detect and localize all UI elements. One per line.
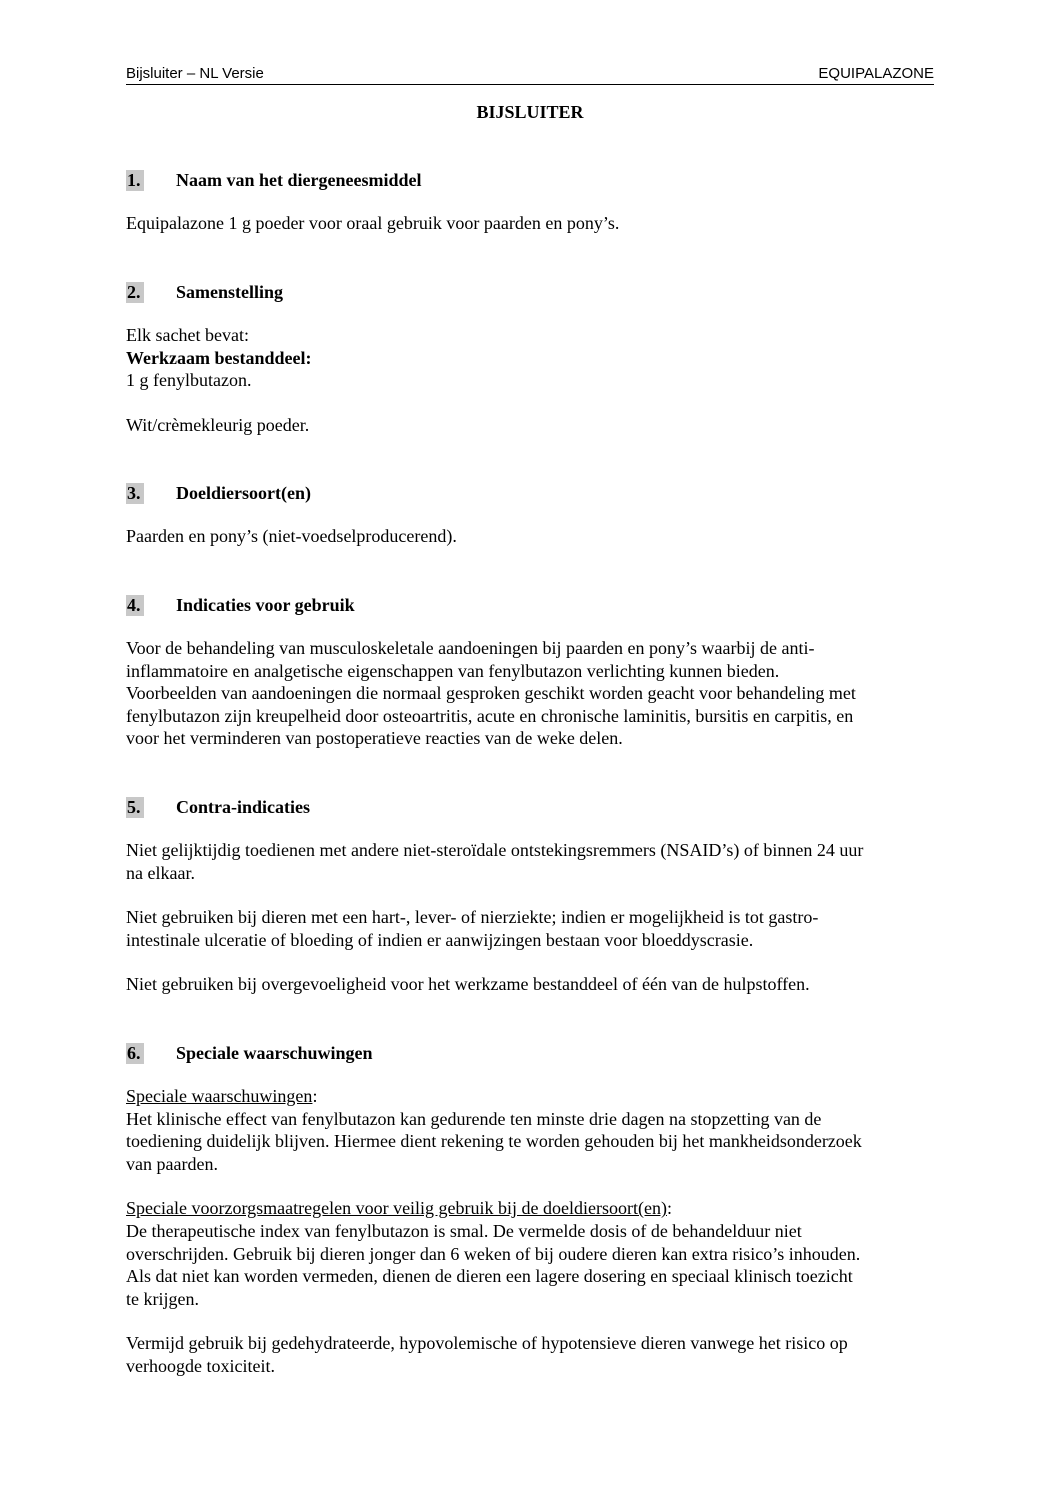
document-title: BIJSLUITER [476, 102, 584, 122]
paragraph-line: Niet gelijktijdig toedienen met andere niet-steroïdale ontstekingsremmers (NSAID’s) of binnen 24 uur [126, 840, 864, 860]
paragraph-line: Voorbeelden van aandoeningen die normaal gesproken geschikt worden geacht voor behandeling met [126, 683, 856, 704]
paragraph: Elk sachet bevat: [126, 325, 249, 345]
section-heading [126, 795, 934, 819]
paragraph-line: overschrijden. Gebruik bij dieren jonger dan 6 weken of bij oudere dieren kan extra risico’s inhouden. [126, 1243, 861, 1264]
paragraph-line: verhoogde toxiciteit. [126, 1355, 275, 1376]
section-heading [126, 593, 934, 617]
section-1 [126, 168, 934, 235]
paragraph-line: fenylbutazon zijn kreupelheid door osteoartritis, acute en chronische laminitis, bursitis en carpitis, en [126, 705, 854, 726]
section-number: 1. [126, 170, 144, 191]
section-title: Naam van het diergeneesmiddel [176, 169, 422, 190]
section-6 [126, 1041, 934, 1378]
paragraph-line: inflammatoire en analgetische eigenschappen van fenylbutazon verlichting kunnen bieden. [126, 660, 780, 681]
document-page [126, 62, 934, 123]
section-2 [126, 280, 934, 436]
paragraph: Wit/crèmekleurig poeder. [126, 414, 310, 435]
paragraph-line: intestinale ulceratie of bloeding of indien er aanwijzingen bestaan voor bloeddyscrasie. [126, 929, 754, 950]
paragraph-line: Als dat niet kan worden vermeden, dienen de dieren een lagere dosering en speciaal klinisch toezicht [126, 1266, 853, 1287]
section-5 [126, 795, 934, 996]
section-title: Doeldiersoort(en) [176, 482, 311, 503]
section-title: Contra-indicaties [176, 796, 310, 817]
paragraph-line: na elkaar. [126, 862, 195, 883]
section-title: Speciale waarschuwingen [176, 1042, 373, 1063]
paragraph-line: van paarden. [126, 1153, 218, 1174]
section-title: Samenstelling [176, 281, 284, 302]
subheading: Speciale waarschuwingen [126, 1086, 313, 1106]
section-heading [126, 1041, 934, 1065]
section-3 [126, 481, 934, 548]
subheading-line: Speciale waarschuwingen: [126, 1086, 318, 1106]
section-number: 4. [126, 595, 144, 616]
paragraph-bold: Werkzaam bestanddeel: [126, 347, 312, 368]
header-left-text: Bijsluiter – NL Versie [126, 65, 264, 82]
paragraph: Niet gebruiken bij overgevoeligheid voor het werkzame bestanddeel of één van de hulpstoffen. [126, 974, 810, 995]
subheading: Speciale voorzorgsmaatregelen voor veilig gebruik bij de doeldiersoort(en) [126, 1198, 667, 1219]
paragraph: Paarden en pony’s (niet-voedselproducerend). [126, 526, 457, 546]
paragraph: 1 g fenylbutazon. [126, 370, 252, 391]
paragraph-line: De therapeutische index van fenylbutazon is smal. De vermelde dosis of de behandelduur niet [126, 1220, 802, 1241]
section-heading [126, 168, 934, 192]
section-number: 3. [126, 483, 144, 504]
section-heading [126, 280, 934, 304]
paragraph-line: voor het verminderen van postoperatieve reacties van de weke delen. [126, 728, 623, 749]
section-number: 2. [126, 282, 144, 303]
section-number: 6. [126, 1043, 144, 1064]
section-4 [126, 593, 934, 750]
section-title: Indicaties voor gebruik [176, 594, 355, 615]
paragraph-line: Vermijd gebruik bij gedehydrateerde, hypovolemische of hypotensieve dieren vanwege het risico op [126, 1333, 848, 1354]
paragraph-line: Het klinische effect van fenylbutazon kan gedurende ten minste drie dagen na stopzetting van de [126, 1108, 822, 1129]
paragraph-line: toediening duidelijk blijven. Hiermee dient rekening te worden gehouden bij het mankheidsonderzoek [126, 1131, 862, 1152]
section-number: 5. [126, 797, 144, 818]
paragraph-line: Voor de behandeling van musculoskeletale aandoeningen bij paarden en pony’s waarbij de anti- [126, 638, 815, 658]
header-right-text: EQUIPALAZONE [818, 65, 934, 82]
page-header [126, 62, 934, 85]
section-heading [126, 481, 934, 505]
subheading-line: Speciale voorzorgsmaatregelen voor veilig gebruik bij de doeldiersoort(en): [126, 1198, 672, 1219]
paragraph-line: te krijgen. [126, 1288, 199, 1309]
paragraph: Equipalazone 1 g poeder voor oraal gebruik voor paarden en pony’s. [126, 213, 620, 233]
paragraph-line: Niet gebruiken bij dieren met een hart-, lever- of nierziekte; indien er mogelijkheid is tot gastro- [126, 907, 819, 928]
